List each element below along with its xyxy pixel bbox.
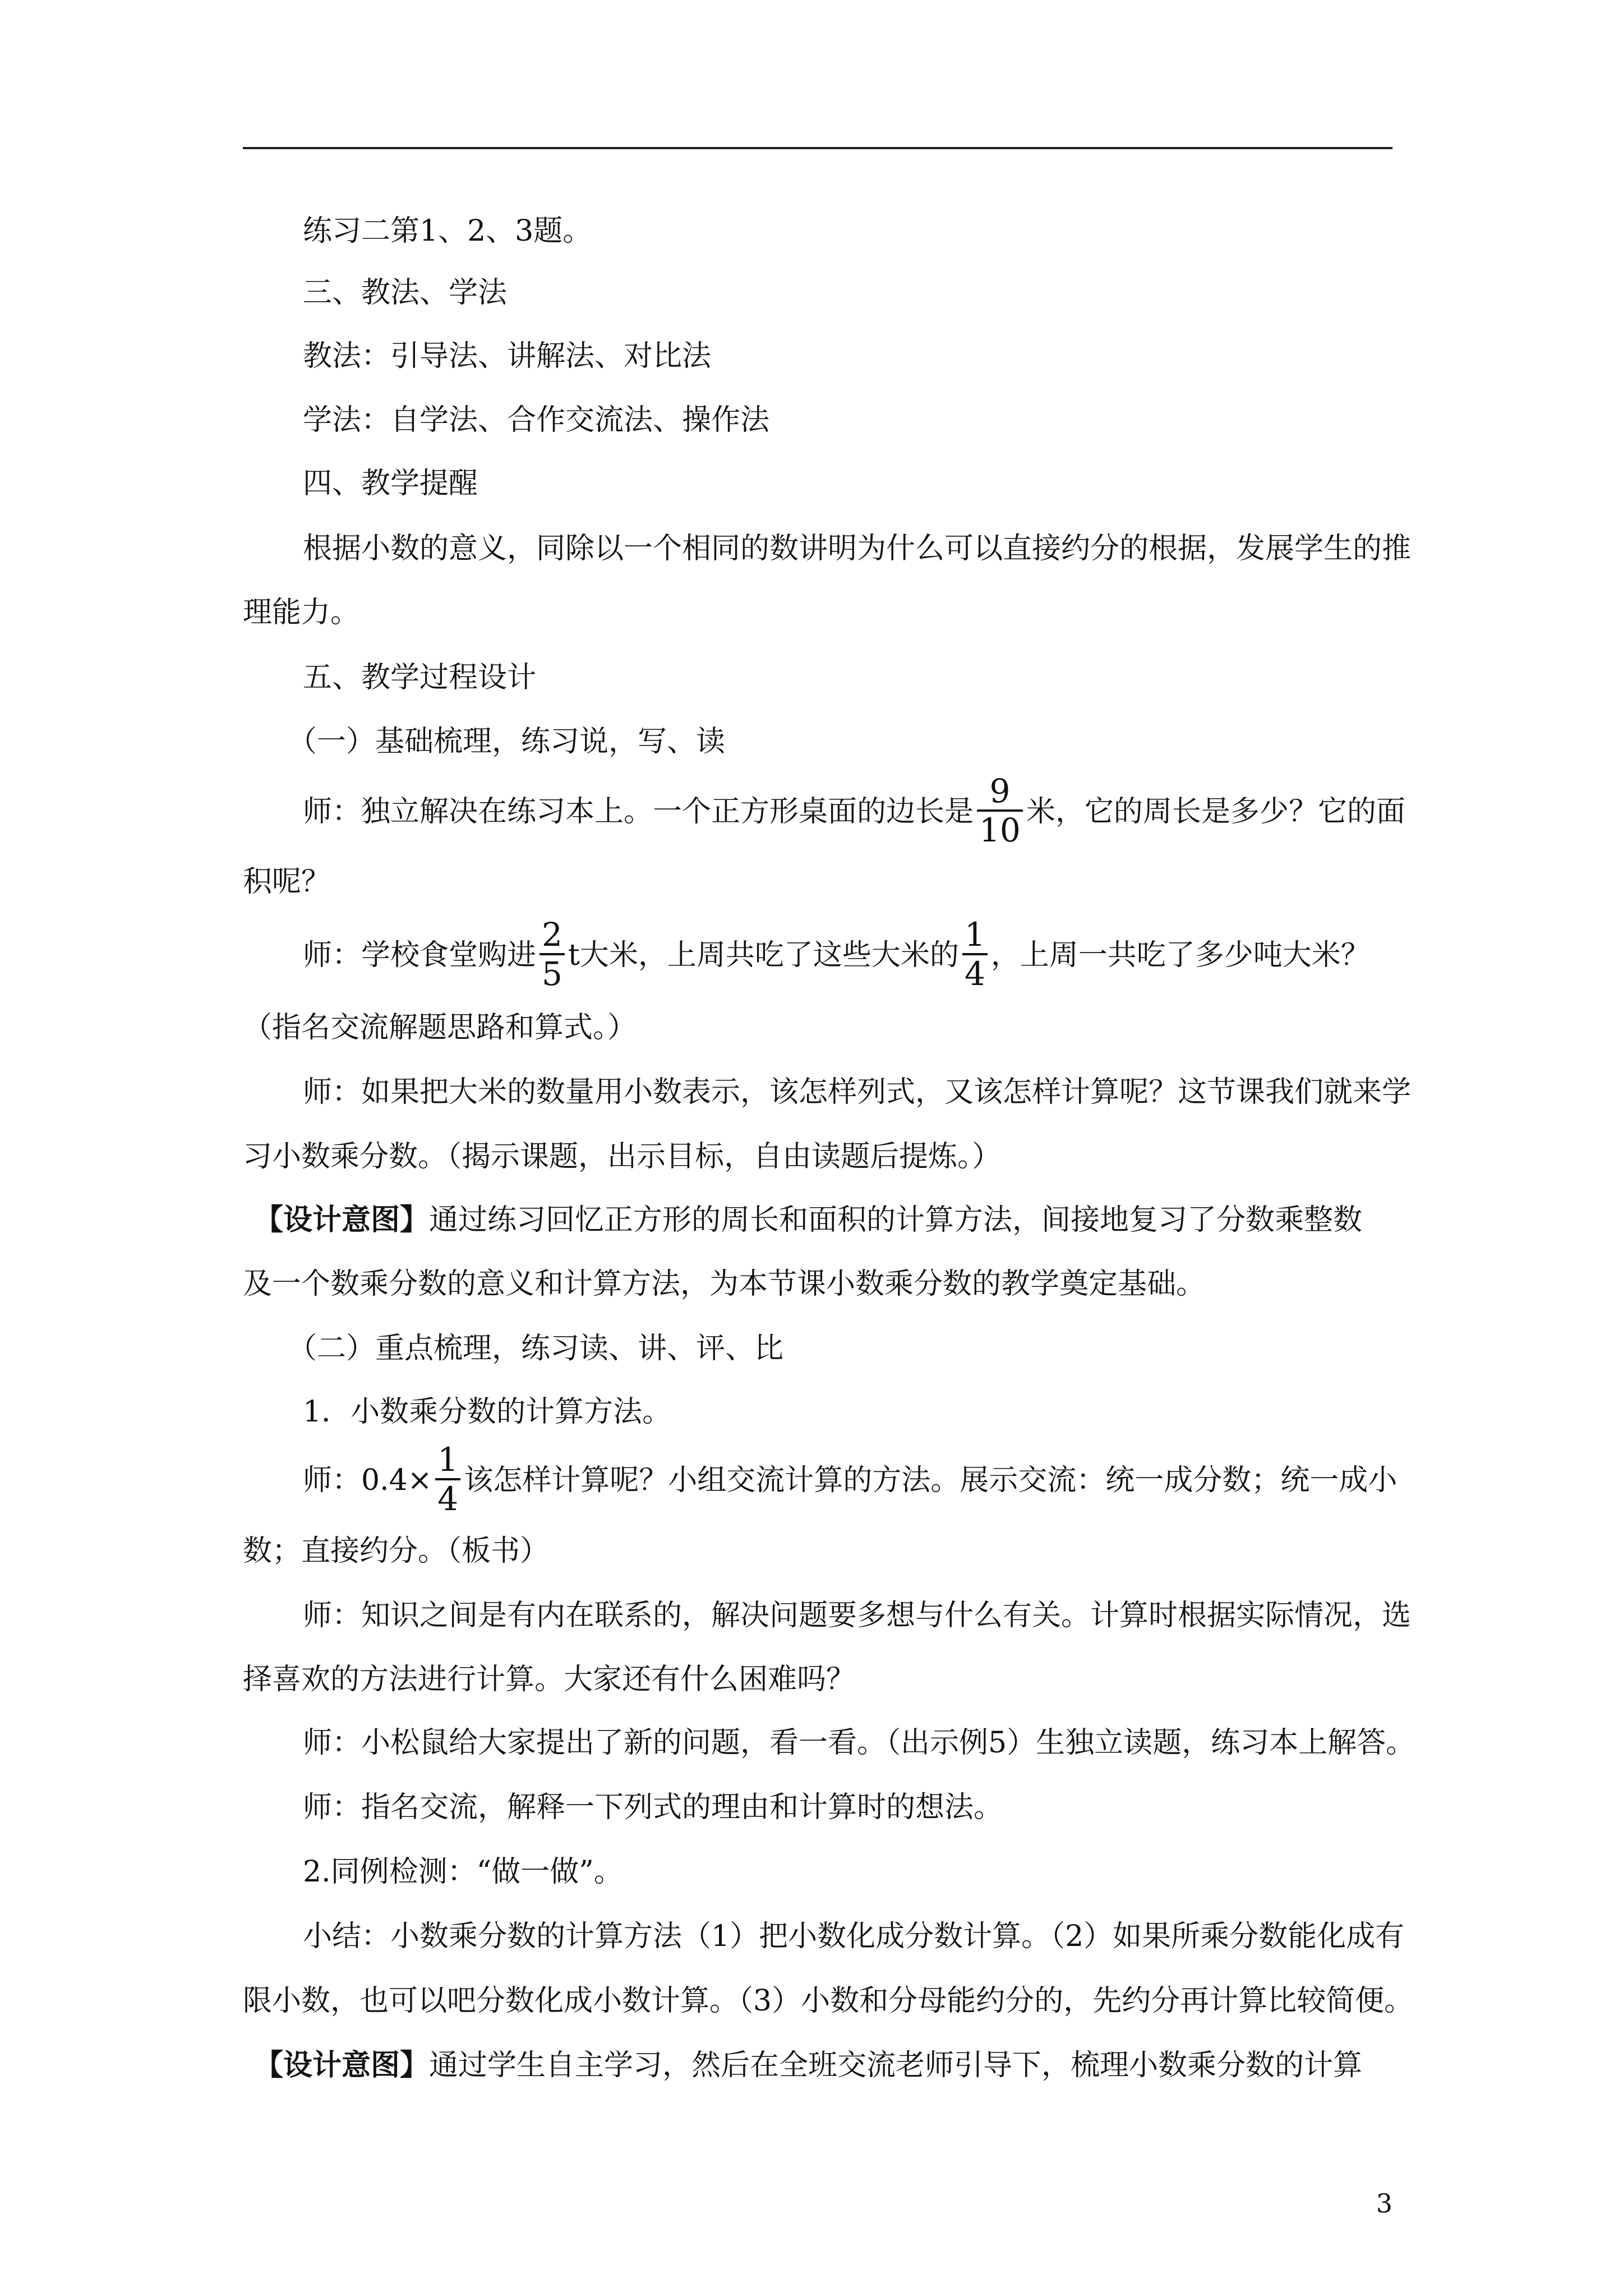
- text-line: 【设计意图】通过练习回忆正方形的周长和面积的计算方法，间接地复习了分数乘整数: [254, 1203, 1363, 1237]
- text-line: 根据小数的意义，同除以一个相同的数讲明为什么可以直接约分的根据，发展学生的推: [303, 532, 1412, 565]
- text-line: 1．小数乘分数的计算方法。: [303, 1395, 672, 1429]
- section-heading: 四、教学提醒: [303, 467, 478, 500]
- text-line: 习小数乘分数。（揭示课题，出示目标，自由读题后提炼。）: [243, 1140, 1002, 1174]
- text-line: 教法：引导法、讲解法、对比法: [303, 339, 712, 373]
- text-line: 【设计意图】通过学生自主学习，然后在全班交流老师引导下，梳理小数乘分数的计算: [254, 2048, 1363, 2082]
- header-rule: [243, 147, 1393, 149]
- text-line: 师：知识之间是有内在联系的，解决问题要多想与什么有关。计算时根据实际情况，选: [303, 1599, 1412, 1632]
- text-line: 数；直接约分。（板书）: [243, 1534, 550, 1568]
- text-line: 限小数，也可以吧分数化成小数计算。（3）小数和分母能约分的，先约分再计算比较简便。: [243, 1984, 1414, 2018]
- text-line: 积呢？: [243, 865, 331, 899]
- fraction: $\frac{1}{4}$: [962, 916, 988, 992]
- text-line: （指名交流解题思路和算式。）: [243, 1011, 637, 1045]
- subsection-heading: （一）基础梳理，练习说，写、读: [288, 725, 726, 758]
- subsection-heading: （二）重点梳理，练习读、讲、评、比: [288, 1332, 784, 1365]
- section-heading: 三、教法、学法: [303, 276, 508, 310]
- text-line: 师：0.4× $\frac{1}{4}$ 该怎样计算呢？小组交流计算的方法。展示交流：统一成分数；统一成小: [303, 1440, 1398, 1518]
- section-heading: 五、教学过程设计: [303, 661, 537, 694]
- text-line: 练习二第1、2、3题。: [303, 214, 592, 248]
- text-line: 2.同例检测：“做一做”。: [303, 1855, 623, 1889]
- text-line: 师：学校食堂购进 $\frac{2}{5}$ t大米，上周共吃了这些大米的 $\frac{1}{4}$ ，上周一共吃了多少吨大米？: [303, 915, 1370, 993]
- fraction: $\frac{2}{5}$: [540, 916, 565, 992]
- text-line: 师：如果把大米的数量用小数表示，该怎样列式，又该怎样计算呢？这节课我们就来学: [303, 1075, 1412, 1109]
- text-line: 小结：小数乘分数的计算方法（1）把小数化成分数计算。（2）如果所乘分数能化成有: [303, 1920, 1405, 1953]
- text-line: 及一个数乘分数的意义和计算方法，为本节课小数乘分数的教学奠定基础。: [243, 1267, 1206, 1301]
- fraction: $\frac{1}{4}$: [435, 1441, 460, 1517]
- text-line: 理能力。: [243, 596, 360, 629]
- text-line: 师：独立解决在练习本上。一个正方形桌面的边长是 $\frac{9}{10}$ 米，它的周长是多少？它的面: [303, 771, 1405, 849]
- text-line: 择喜欢的方法进行计算。大家还有什么困难吗？: [243, 1663, 856, 1696]
- text-line: 师：小松鼠给大家提出了新的问题，看一看。（出示例5）生独立读题，练习本上解答。: [303, 1726, 1415, 1760]
- fraction: $\frac{9}{10}$: [977, 772, 1023, 849]
- text-line: 学法：自学法、合作交流法、操作法: [303, 403, 770, 437]
- page-number: 3: [1376, 2188, 1393, 2219]
- text-line: 师：指名交流，解释一下列式的理由和计算时的想法。: [303, 1791, 1003, 1824]
